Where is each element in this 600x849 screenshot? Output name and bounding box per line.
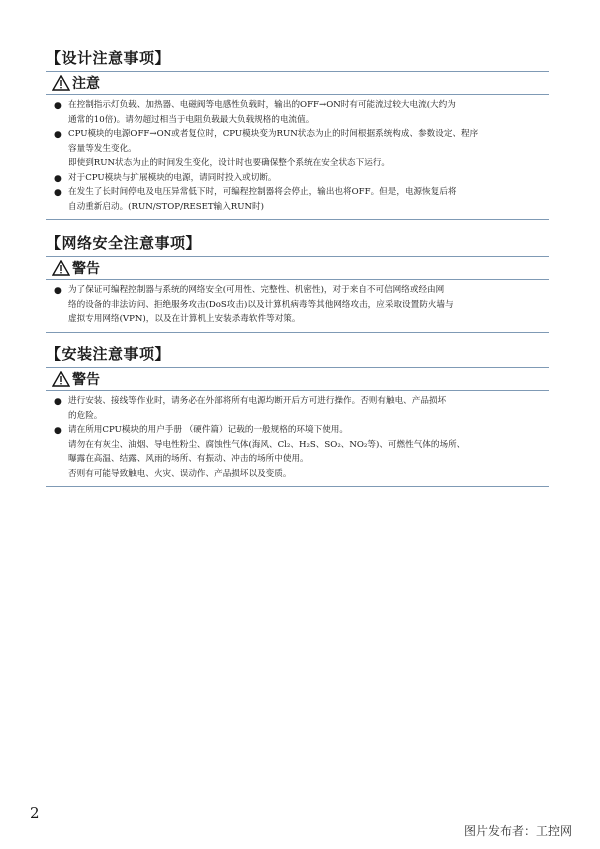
list-item — [46, 127, 549, 156]
item-continuation: 否则有可能导致触电、火灾、误动作、产品损坏以及变质。 — [68, 468, 292, 479]
item-line: CPU模块的电源OFF→ON或者复位时，CPU模块变为RUN状态为止的时间根据系统构成、参数设定、程序 — [68, 129, 479, 139]
list-item — [46, 98, 549, 127]
panel-header — [46, 368, 549, 391]
item-continuation: 即使到RUN状态为止的时间发生变化，设计时也要确保整个系统在安全状态下运行。 — [68, 158, 391, 168]
panel-header — [46, 257, 549, 280]
warning-triangle-icon — [52, 260, 70, 276]
warning-triangle-icon — [52, 371, 70, 387]
list-item — [46, 283, 549, 327]
caution-panel — [46, 71, 549, 220]
section-title: 【设计注意事项】 — [46, 49, 171, 67]
item-line: 对于CPU模块与扩展模块的电源，请同时投入或切断。 — [68, 172, 277, 183]
bullet: ● — [54, 397, 62, 407]
bullet: ● — [54, 173, 62, 184]
section-title: 【网络安全注意事项】 — [46, 234, 202, 252]
warning-panel — [46, 256, 549, 333]
item-line: 容量等发生变化。 — [68, 143, 137, 154]
bullet: ● — [54, 286, 62, 296]
warning-triangle-icon — [52, 75, 70, 91]
panel-label: 警告 — [72, 261, 100, 277]
item-line: 自动重新启动。(RUN/STOP/RESET输入RUN时) — [68, 201, 264, 212]
item-line: 请在所用CPU模块的用户手册 （硬件篇）记载的一般规格的环境下使用。 — [68, 425, 348, 435]
page-number: 2 — [30, 804, 40, 822]
list-item — [46, 185, 549, 214]
panel-label: 警告 — [72, 372, 100, 388]
item-line: 络的设备的非法访问、拒绝服务攻击(DoS攻击)以及计算机病毒等其他网络攻击，应采取设置防火墙与 — [68, 299, 454, 310]
bullet: ● — [54, 426, 62, 436]
item-line: 在发生了长时间停电及电压异常低下时，可编程控制器将会停止，输出也将OFF。但是，电源恢复后将 — [68, 187, 457, 197]
item-continuation: 请勿在有灰尘、油烟、导电性粉尘、腐蚀性气体(海风、Cl₂、H₂S、SO₂、NO₂等)、可燃性气体的场所、 — [68, 439, 466, 450]
design-notes-section — [46, 48, 549, 220]
bullet: ● — [54, 101, 62, 111]
item-continuation: 曝露在高温、结露、风雨的场所、有振动、冲击的场所中使用。 — [68, 454, 309, 464]
installation-notes-section — [46, 344, 549, 487]
warning-panel — [46, 367, 549, 487]
item-line: 进行安装、接线等作业时，请务必在外部将所有电源均断开后方可进行操作。否则有触电、产品损坏 — [68, 396, 447, 406]
bullet: ● — [54, 188, 62, 198]
item-line: 通常的10倍)。请勿超过相当于电阻负载最大负载规格的电流值。 — [68, 114, 315, 125]
item-line: 为了保证可编程控制器与系统的网络安全(可用性、完整性、机密性)，对于来自不可信网络或经由网 — [68, 285, 445, 295]
panel-label: 注意 — [72, 76, 100, 92]
watermark: 图片发布者：工控网 — [463, 824, 572, 838]
network-security-section — [46, 233, 549, 333]
item-line: 虚拟专用网络(VPN)，以及在计算机上安装杀毒软件等对策。 — [68, 314, 301, 324]
section-title: 【安装注意事项】 — [46, 345, 171, 363]
list-item — [46, 394, 549, 423]
item-line: 的危险。 — [68, 410, 103, 421]
list-item — [46, 423, 549, 438]
item-line: 在控制指示灯负载、加热器、电磁阀等电感性负载时，输出的OFF→ON时有可能流过较大电流(大约为 — [68, 100, 456, 110]
panel-header — [46, 72, 549, 95]
list-item — [46, 171, 549, 186]
bullet: ● — [54, 130, 62, 140]
